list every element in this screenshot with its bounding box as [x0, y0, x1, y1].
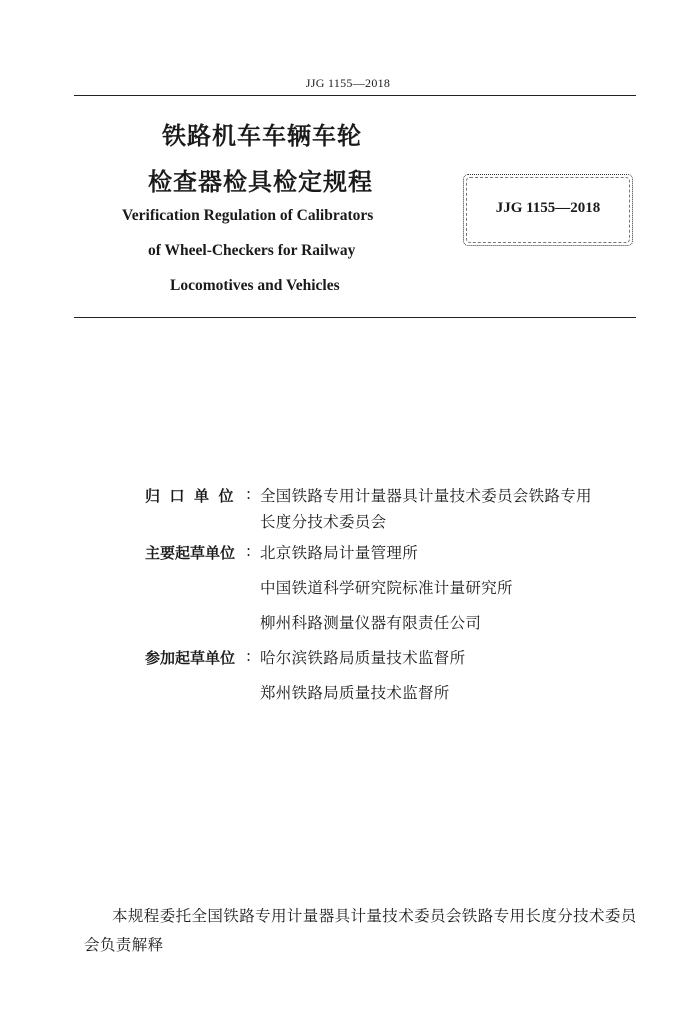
main-drafting-unit-3: 柳州科路测量仪器有限责任公司: [260, 614, 482, 632]
main-drafting-unit-2: 中国铁道科学研究院标准计量研究所: [260, 579, 513, 597]
main-drafting-unit-1: 北京铁路局计量管理所: [260, 544, 419, 562]
code-box-text: JJG 1155—2018: [495, 200, 601, 216]
participating-unit-label: 参加起草单位: [145, 649, 236, 667]
title-english-line-1: Verification Regulation of Calibrators: [122, 207, 374, 224]
title-divider: [74, 317, 636, 318]
main-drafting-unit-colon: :: [246, 542, 252, 560]
main-drafting-unit-label: 主要起草单位: [145, 544, 236, 562]
centralized-unit-label: 归口单位: [145, 487, 244, 505]
centralized-unit-value-line-2: 长度分技术委员会: [260, 513, 387, 531]
interpretation-note: 本规程委托全国铁路专用计量器具计量技术委员会铁路专用长度分技术委员会负责解释: [84, 907, 637, 954]
participating-unit-colon: :: [246, 647, 252, 665]
participating-unit-1: 哈尔滨铁路局质量技术监督所: [260, 649, 466, 667]
title-chinese-line-1: 铁路机车车辆车轮: [162, 122, 362, 150]
title-chinese-line-2: 检查器检具检定规程: [148, 168, 373, 196]
header-standard-code: JJG 1155—2018: [305, 76, 391, 90]
centralized-unit-colon: :: [246, 485, 252, 503]
centralized-unit-value-line-1: 全国铁路专用计量器具计量技术委员会铁路专用: [260, 487, 592, 505]
title-english-line-3: Locomotives and Vehicles: [170, 277, 340, 294]
standard-code-box: [463, 174, 633, 246]
participating-unit-2: 郑州铁路局质量技术监督所: [260, 684, 450, 702]
title-english-line-2: of Wheel-Checkers for Railway: [148, 242, 356, 259]
header-divider: [74, 95, 636, 96]
